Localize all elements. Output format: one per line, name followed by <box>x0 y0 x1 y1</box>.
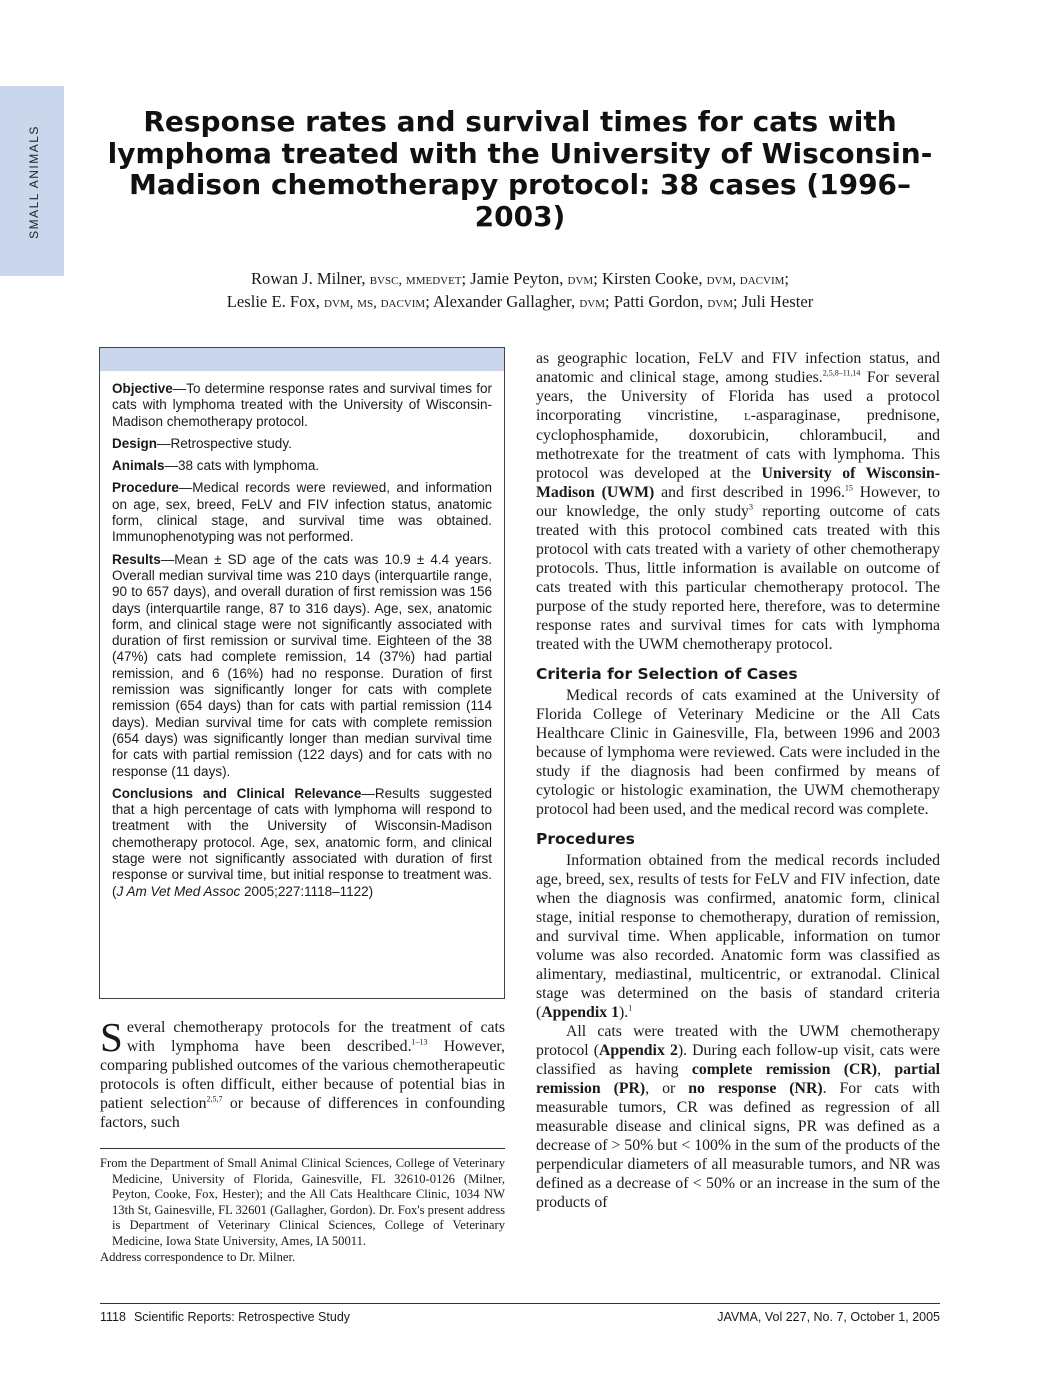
section-side-tab-label: SMALL ANIMALS <box>27 125 41 239</box>
drop-cap: S <box>100 1014 123 1060</box>
abstract-conclusions: Conclusions and Clinical Relevance—Results suggested that a high percentage of cats with lymphoma will respond to treatment with the University of Wisconsin-Madison chemotherapy protocol. Age, sex, anatomic form, and clinical stage were not significantly associated with duration of first response or survival time, but initial response to treatment was. (J Am Vet Med Assoc 2005;227:1118–1122) <box>112 785 492 899</box>
author-degrees: dvm <box>707 295 734 311</box>
author-list: Rowan J. Milner, bvsc, mmedvet; Jamie Peyton, dvm; Kirsten Cooke, dvm, dacvim; Leslie E. Fox, dvm, ms, dacvim; Alexander Gallagher, dvm; Patti Gordon, dvm; Juli Hester <box>226 269 814 311</box>
intro-continuation: as geographic location, FeLV and FIV infection status, and anatomic and clinical stage, among studies.$^{2,5,8-11,14}$ For several years, the University of Florida has used a protocol incorporating vincristine, l-asparaginase, prednisone, cyclophosphamide, doxorubicin, chlorambucil, and methotrexate for the treatment of cats with lymphoma. This protocol was developed at the University of Wisconsin-Madison (UWM) and first described in 1996.15 However, to our knowledge, the only study$^3$ reporting outcome of cats treated with this protocol combined cats treated with this protocol with cats treated with a variety of other chemotherapy protocols. Thus, little information is available on outcome of cats treated with this particular chemotherapy protocol. The purpose of the study reported here, therefore, was to determine response rates and survival times for cats with lymphoma treated with the UWM chemotherapy protocol. <box>536 350 941 653</box>
procedures-paragraph-1: Information obtained from the medical records included age, breed, sex, results of tests for FeLV and FIV infection, date when the diagnosis was confirmed, anatomic form, clinical stage, initial response to chemotherapy, duration of remission, and survival time. When applicable, information on tumor volume was also recorded. Anatomic form was classified as alimentary, mediastinal, multicentric, or extranodal. Clinical stage was determined on the basis of standard criteria (Appendix 1).$^1$ <box>536 852 940 1021</box>
abstract-header-band <box>100 348 504 371</box>
author-degrees: dvm <box>579 295 606 311</box>
author-name: Juli Hester <box>741 292 814 311</box>
author-degrees: dvm, ms, dacvim <box>324 295 426 311</box>
intro-column <box>100 1014 505 1132</box>
affiliation-text: From the Department of Small Animal Clinical Sciences, College of Veterinary Medicine, University of Florida, Gainesville, FL 32610-0126 (Milner, Peyton, Cooke, Fox, Hester); and the All Cats Healthcare Clinic, 1034 NW 13th St, Gainesville, FL 32601 (Gallagher, Gordon). Dr. Fox's present address is Department of Veterinary Clinical Sciences, College of Veterinary Medicine, Iowa State University, Ames, IA 50011. <box>100 1156 505 1248</box>
footer-journal: JAVMA, Vol 227, No. 7, October 1, 2005 <box>717 1310 940 1324</box>
author-name: Kirsten Cooke <box>601 269 699 288</box>
procedures-paragraph-2: All cats were treated with the UWM chemotherapy protocol (Appendix 2). During each follow-up visit, cats were classified as having complete remission (CR), partial remission (PR), or no response (NR). For cats with measurable tumors, CR was defined as regression of all measurable disease and clinical signs, PR was defined as a decrease of > 50% but < 100% in the sum of the products of the perpendicular diameters of all measurable tumors, and NR was defined as a decrease of < 50% or an increase in the sum of the products of <box>536 1023 940 1211</box>
abstract-design: Design—Retrospective study. <box>112 435 292 451</box>
right-column <box>536 349 940 1212</box>
abstract-objective: Objective—To determine response rates and survival times for cats with lymphoma treated with the University of Wisconsin-Madison chemotherapy protocol. <box>112 381 492 429</box>
author-degrees: dvm, dacvim <box>706 272 785 288</box>
author-name: Rowan J. Milner <box>250 269 362 288</box>
author-degrees: dvm <box>567 272 594 288</box>
page-number: 1118 <box>100 1310 126 1324</box>
section-heading-procedures: Procedures <box>536 830 635 848</box>
abstract-procedure: Procedure—Medical records were reviewed, and information on age, sex, breed, FeLV and FIV infection status, anatomic form, clinical stage, and survival time was obtained. Immunophenotyping was not performed. <box>112 480 492 545</box>
footer-section: Scientific Reports: Retrospective Study <box>133 1310 351 1324</box>
footer-left <box>100 1310 350 1324</box>
intro-paragraph: Several chemotherapy protocols for the treatment of cats with lymphoma have been described.$^{1-13}$ However, comparing published outcomes of the various chemotherapeutic protocols is often difficult, either because of potential bias in patient selection$^{2,5,7}$ or because of differences in confounding factors, such <box>100 1014 505 1131</box>
author-name: Alexander Gallagher <box>433 292 572 311</box>
abstract-body <box>100 371 504 900</box>
section-heading-criteria: Criteria for Selection of Cases <box>536 665 798 683</box>
author-degrees: bvsc, mmedvet <box>369 272 462 288</box>
footer-rule <box>100 1303 940 1304</box>
author-name: Leslie E. Fox <box>226 292 316 311</box>
article-title: Response rates and survival times for cats with lymphoma treated with the University of Wisconsin-Madison chemotherapy protocol: 38 cases (1996–2003) <box>107 105 933 233</box>
criteria-paragraph: Medical records of cats examined at the University of Florida College of Veterinary Medicine or the All Cats Healthcare Clinic in Gainesville, Fla, between 1996 and 2003 because of lymphoma were reviewed. Cats were included in the study if the diagnosis had been confirmed by means of cytologic or histologic examination, the UWM chemotherapy protocol had been used, and the medical record was complete. <box>536 687 940 818</box>
correspondence-text: Address correspondence to Dr. Milner. <box>100 1249 296 1264</box>
abstract-box <box>99 347 505 999</box>
author-name: Jamie Peyton <box>470 269 560 288</box>
abstract-animals: Animals—38 cats with lymphoma. <box>112 458 320 474</box>
affiliation-footnote <box>100 1148 505 1265</box>
abstract-results: Results—Mean ± SD age of the cats was 10.9 ± 4.4 years. Overall median survival time was 210 days (interquartile range, 90 to 657 days), and overall duration of first remission was 156 days (interquartile range, 87 to 316 days). Age, sex, anatomic form, and clinical stage were not significantly associated with duration of first remission or survival time. Eighteen of the 38 (47%) cats had complete remission, 14 (37%) had partial remission, and 6 (16%) had no response. Duration of first remission was significantly longer for cats with complete remission (654 days) than for cats with partial remission (114 days). Median survival time for cats with complete remission (654 days) was significantly longer than median survival time for cats with partial remission (122 days) and for cats with no response (11 days). <box>112 551 492 779</box>
author-name: Patti Gordon <box>613 292 700 311</box>
